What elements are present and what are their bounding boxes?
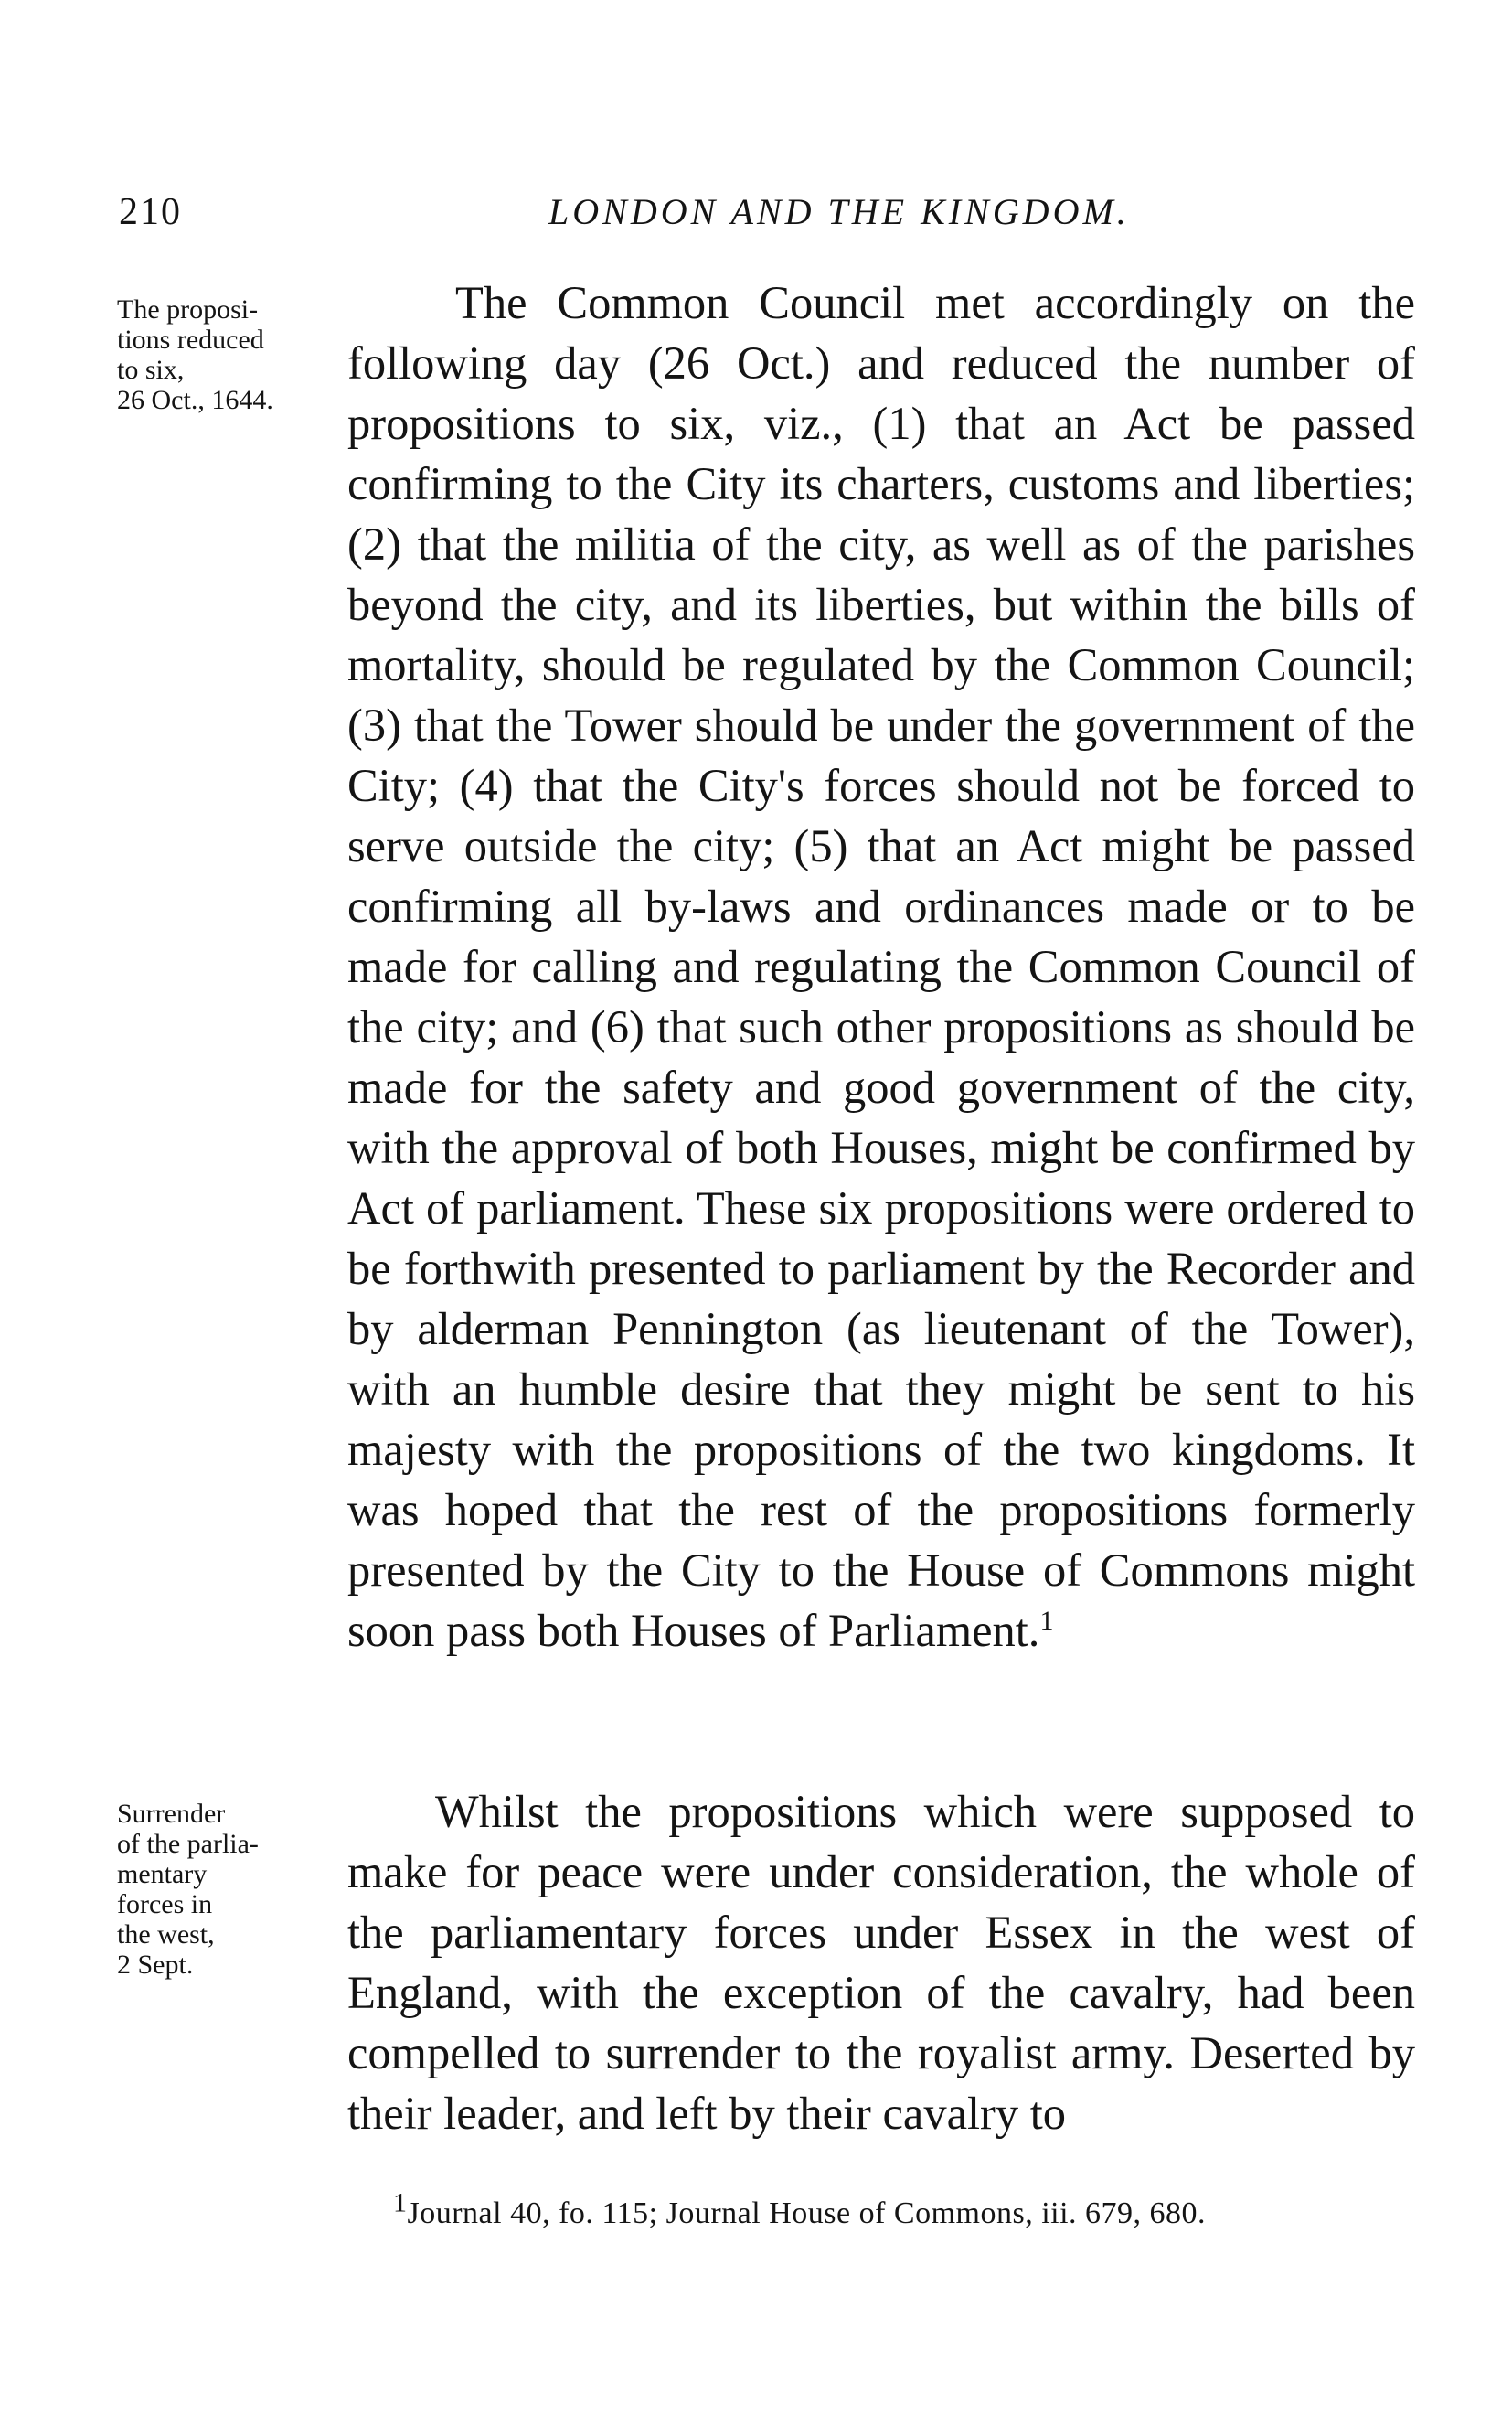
paragraph-surrender: Whilst the propositions which were supposed to make for peace were under consideration, the whole of the parliamentary forces under Essex in the west of England, with the exception of the cavalry, had been compelled to surrender to the royalist army. Deserted by their leader, and left by their cavalry to [347,1786,1415,2139]
margin-note-propositions [117,294,336,415]
margin-note-line: to six, [117,355,185,385]
margin-note-line: tions reduced [117,325,264,355]
margin-note-line: The proposi- [117,294,259,325]
margin-note-line: 2 Sept. [117,1950,194,1980]
margin-note-line: the west, [117,1919,215,1950]
paragraph-common-council [347,272,1415,1661]
footnote-text: Journal 40, fo. 115; Journal House of Commons, iii. 679, 680. [407,2196,1207,2230]
page-number: 210 [119,191,182,233]
margin-note-line: forces in [117,1889,213,1919]
footnote-reference[interactable]: 1 [1039,1606,1054,1637]
margin-note-line: mentary [117,1859,208,1889]
footnote-marker: 1 [393,2187,408,2218]
margin-note-line: 26 Oct., 1644. [117,385,273,415]
running-title: LONDON AND THE KINGDOM. [548,191,1130,232]
margin-note-surrender [117,1799,336,1980]
footnote [393,2187,1207,2231]
margin-note-line: of the parlia- [117,1829,259,1859]
paragraph-text: The Common Council met accordingly on the following day (26 Oct.) and reduced the number of propositions to six, viz., (1) that an Act be passed confirming to the City its charters, customs and liberties; (2) that the militia of the city, as well as of the parishes beyond the city, and its liberties, but within the bills of mortality, should be regulated by the Common Council; (3) that the Tower should be under the government of the City; (4) that the City's forces should not be forced to serve outside the city; (5) that an Act might be passed confirming all by-laws and ordinances made or to be made for calling and regulating the Common Council of the city; and (6) that such other propositions as should be made for the safety and good government of the city, with the approval of both Houses, might be confirmed by Act of parliament. These six propositions were ordered to be forthwith presented to parliament by the Recorder and by alderman Pennington (as lieutenant of the Tower), with an humble desire that they might be sent to his majesty with the propositions of the two kingdoms. It was hoped that the rest of the propositions formerly presented by the City to the House of Commons might soon pass both Houses of Parliament. [347,277,1415,1656]
margin-note-line: Surrender [117,1799,226,1829]
